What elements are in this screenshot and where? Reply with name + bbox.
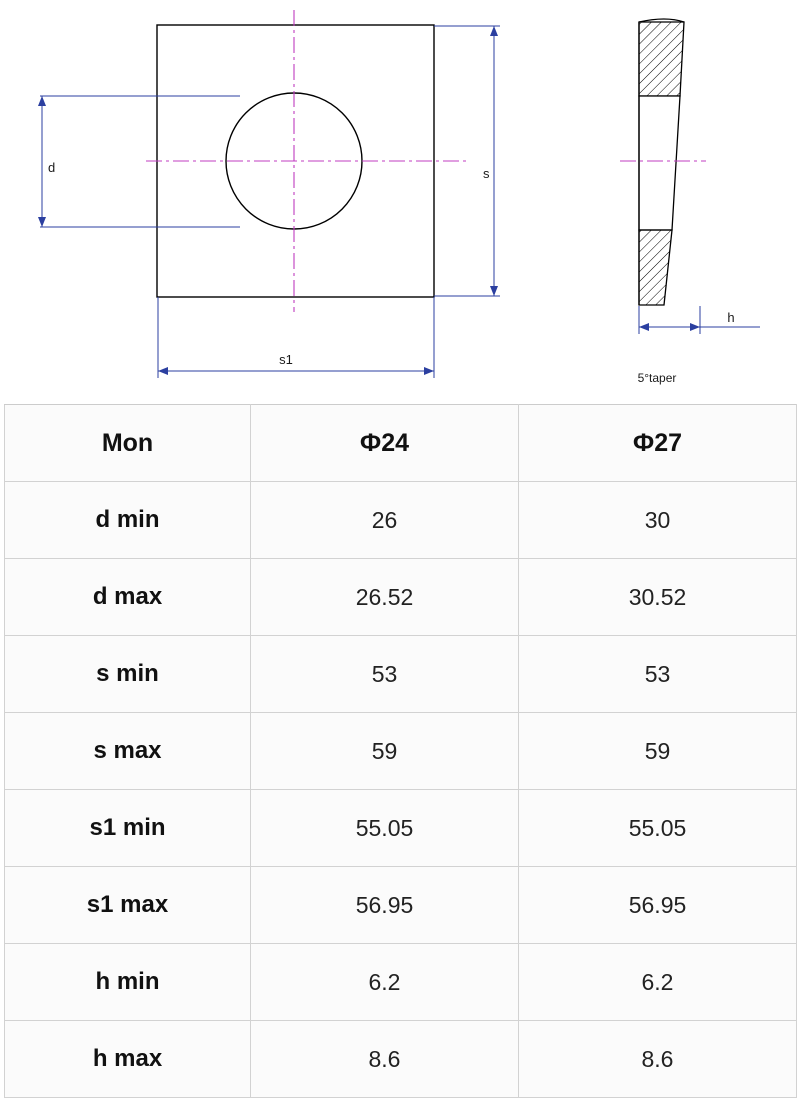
front-view <box>38 10 500 378</box>
dimension-label-h: h <box>727 310 735 325</box>
table-row <box>5 482 797 559</box>
row-value: 59 <box>251 713 519 790</box>
row-value: 30.52 <box>519 559 797 636</box>
table-row <box>5 867 797 944</box>
table-row <box>5 636 797 713</box>
table-row <box>5 713 797 790</box>
row-value: 53 <box>251 636 519 713</box>
row-value: 30 <box>519 482 797 559</box>
taper-note: 5°taper <box>637 371 677 385</box>
spec-table-container <box>4 404 796 1098</box>
row-value: 56.95 <box>251 867 519 944</box>
row-label: h max <box>5 1021 251 1098</box>
table-row <box>5 944 797 1021</box>
row-value: 26 <box>251 482 519 559</box>
row-label: s max <box>5 713 251 790</box>
side-middle-section <box>639 96 680 230</box>
row-value: 55.05 <box>251 790 519 867</box>
dimension-label-d: d <box>48 160 56 175</box>
row-value: 59 <box>519 713 797 790</box>
side-view <box>620 19 760 385</box>
row-value: 56.95 <box>519 867 797 944</box>
row-label: s min <box>5 636 251 713</box>
row-value: 8.6 <box>519 1021 797 1098</box>
row-value: 53 <box>519 636 797 713</box>
table-header-cell: Mon <box>5 405 251 482</box>
row-label: s1 min <box>5 790 251 867</box>
row-value: 26.52 <box>251 559 519 636</box>
technical-drawing <box>0 0 800 400</box>
side-lower-section <box>639 230 672 305</box>
side-upper-section <box>639 22 684 96</box>
row-label: s1 max <box>5 867 251 944</box>
table-header-row <box>5 405 797 482</box>
dimension-label-s: s <box>483 166 490 181</box>
dimension-h <box>639 306 760 334</box>
row-label: d max <box>5 559 251 636</box>
table-row <box>5 1021 797 1098</box>
row-value: 6.2 <box>251 944 519 1021</box>
dimension-label-s1: s1 <box>279 352 293 367</box>
table-row <box>5 790 797 867</box>
table-header-cell: Ф27 <box>519 405 797 482</box>
table-header-cell: Ф24 <box>251 405 519 482</box>
row-value: 6.2 <box>519 944 797 1021</box>
row-value: 55.05 <box>519 790 797 867</box>
table-row <box>5 559 797 636</box>
dimension-s1 <box>158 297 434 378</box>
row-value: 8.6 <box>251 1021 519 1098</box>
row-label: d min <box>5 482 251 559</box>
row-label: h min <box>5 944 251 1021</box>
spec-table <box>4 404 797 1098</box>
